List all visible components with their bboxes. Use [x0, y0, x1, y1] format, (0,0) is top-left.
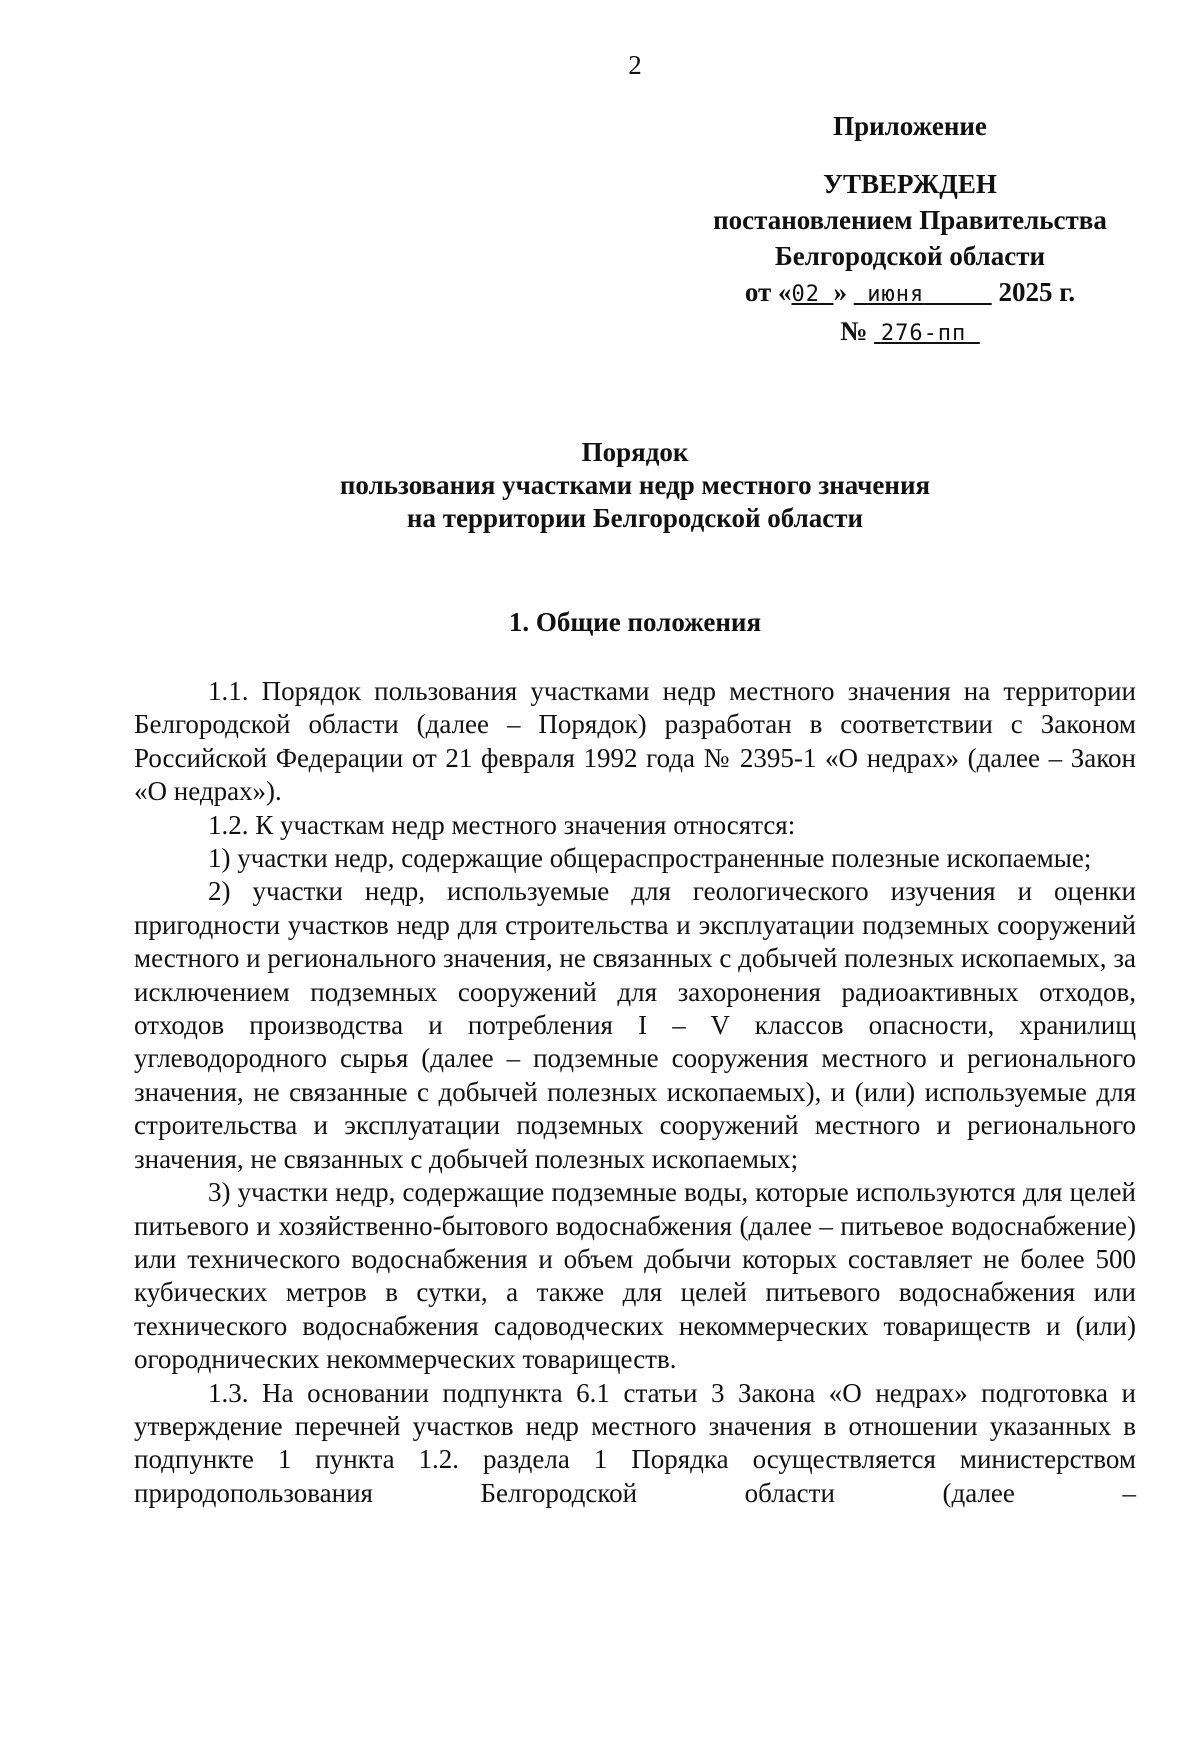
date-year: 2025 г. [998, 277, 1076, 307]
paragraph-item-1: 1) участки недр, содержащие общераспространенные полезные ископаемые; [208, 843, 1092, 874]
date-day: 02 [791, 282, 820, 307]
approval-authority-line: постановлением Правительства [713, 205, 1107, 235]
date-mid: » [833, 277, 847, 307]
approved-label: УТВЕРЖДЕН [823, 169, 997, 199]
paragraph-1-2: 1.2. К участкам недр местного значения относятся: [208, 809, 796, 840]
title-line-3: на территории Белгородской области [406, 503, 864, 533]
title-line-2: пользования участками недр местного значения [339, 470, 931, 500]
approval-stamp-block [690, 108, 1130, 352]
attachment-label: Приложение [833, 111, 987, 141]
body-text [134, 675, 1136, 1510]
title-line-1: Порядок [581, 437, 689, 467]
approval-number-line [690, 313, 1130, 352]
approval-region-line: Белгородской области [774, 241, 1046, 271]
approval-date-line [690, 274, 1130, 313]
paragraph-item-3: 3) участки недр, содержащие подземные воды, которые используются для целей питьевого и хозяйственно-бытового водоснабжения (далее – питьевое водоснабжение) или технического водоснабжения и объем добычи которых составляет не более 500 кубических метров в сутки, а также для целей питьевого водоснабжения или технического водоснабжения садоводческих некоммерческих товариществ и (или) огороднических некоммерческих товариществ. [134, 1177, 1136, 1375]
page-number: 2 [628, 50, 642, 80]
date-prefix: от « [744, 277, 792, 307]
number-value: 276-пп [880, 321, 967, 346]
paragraph-1-1: 1.1. Порядок пользования участками недр местного значения на территории Белгородской области (далее – Порядок) разработан в соответствии с Законом Российской Федерации от 21 февраля 1992 года № 2395-1 «О недрах» (далее – Закон «О недрах»). [134, 676, 1136, 807]
number-prefix: № [840, 316, 868, 346]
date-month: июня [867, 282, 925, 307]
section-heading: 1. Общие положения [508, 607, 762, 637]
paragraph-1-3: 1.3. На основании подпункта 6.1 статьи 3 Закона «О недрах» подготовка и утверждение перечней участков недр местного значения в отношении указанных в подпункте 1 пункта 1.2. раздела 1 Порядка осуществляется министерством природопользования Белгородской области (далее – [134, 1377, 1136, 1508]
document-title [0, 436, 1200, 535]
paragraph-item-2: 2) участки недр, используемые для геологического изучения и оценки пригодности участков недр для строительства и эксплуатации подземных сооружений местного и регионального значения, не связанных с добычей полезных ископаемых, за исключением подземных сооружений для захоронения радиоактивных отходов, отходов производства и потребления I – V классов опасности, хранилищ углеводородного сырья (далее – подземные сооружения местного и регионального значения, не связанные с добычей полезных ископаемых), и (или) используемые для строительства и эксплуатации подземных сооружений местного и регионального значения, не связанных с добычей полезных ископаемых; [134, 876, 1136, 1174]
